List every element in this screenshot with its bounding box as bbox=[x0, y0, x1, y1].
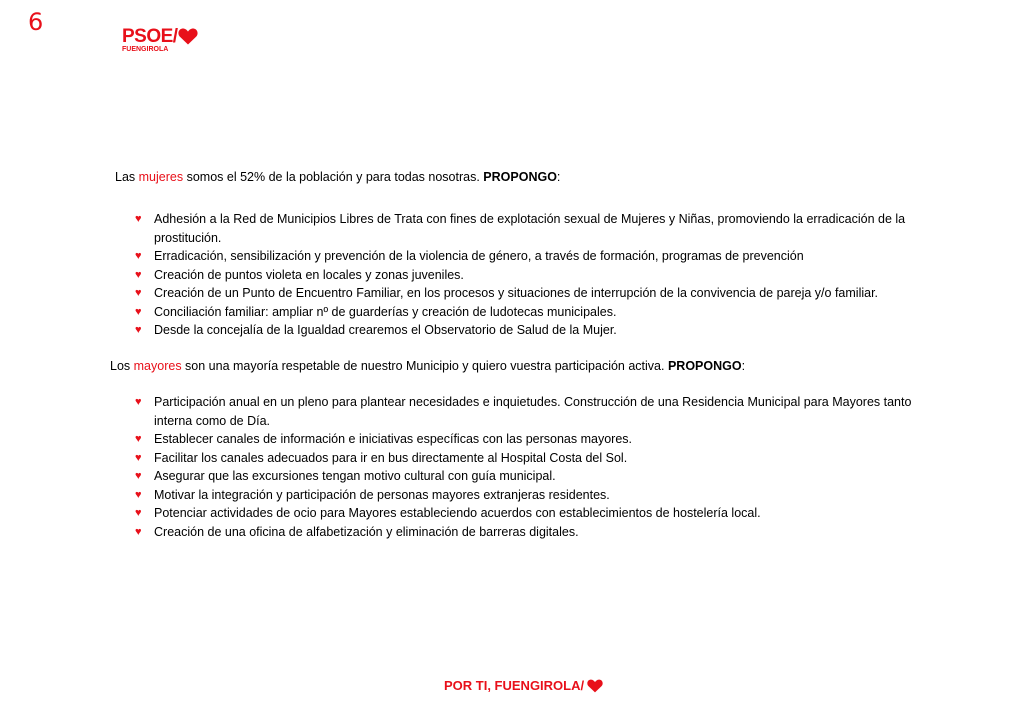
heart-bullet-icon: ♥ bbox=[135, 287, 142, 299]
intro-text: Las bbox=[115, 170, 139, 184]
heart-bullet-icon: ♥ bbox=[135, 433, 142, 445]
heart-bullet-icon: ♥ bbox=[135, 525, 142, 538]
list-item-text: Conciliación familiar: ampliar nº de guarderías y creación de ludotecas municipales. bbox=[154, 304, 617, 319]
list-item-text: Potenciar actividades de ocio para Mayores estableciendo acuerdos con establecimientos de hostelería local. bbox=[154, 506, 761, 520]
list-item-text: Asegurar que las excursiones tengan motivo cultural con guía municipal. bbox=[154, 469, 556, 483]
elderly-proposals-list bbox=[135, 393, 945, 541]
list-item bbox=[135, 247, 945, 266]
list-item-text: Establecer canales de información e iniciativas específicas con las personas mayores. bbox=[154, 432, 633, 446]
intro-highlight-mayores: mayores bbox=[133, 359, 182, 373]
psoe-logo bbox=[122, 27, 198, 54]
heart-bullet-icon: ♥ bbox=[135, 488, 142, 501]
page-number: 6 bbox=[28, 8, 44, 36]
list-item-text: Creación de una oficina de alfabetización y eliminación de barreras digitales. bbox=[154, 524, 579, 539]
list-item bbox=[135, 284, 945, 303]
logo-main-text: PSOE/ bbox=[122, 26, 178, 47]
heart-bullet-icon: ♥ bbox=[135, 324, 142, 336]
footer-text: POR TI, FUENGIROLA/ bbox=[444, 678, 585, 693]
heart-bullet-icon: ♥ bbox=[135, 451, 142, 464]
list-item bbox=[135, 523, 945, 542]
list-item-text: Motivar la integración y participación de personas mayores extranjeras residentes. bbox=[154, 487, 610, 502]
list-item bbox=[135, 393, 945, 430]
heart-icon bbox=[178, 28, 198, 45]
heart-bullet-icon: ♥ bbox=[135, 268, 142, 281]
women-proposals-list bbox=[135, 210, 945, 340]
heart-bullet-icon: ♥ bbox=[135, 213, 142, 225]
logo-sub-text: FUENGIROLA bbox=[122, 46, 169, 53]
list-item bbox=[135, 210, 945, 247]
propongo-label: PROPONGO bbox=[483, 170, 557, 184]
propongo-label: PROPONGO bbox=[667, 359, 742, 373]
list-item-text: Adhesión a la Red de Municipios Libres de Trata con fines de explotación sexual de Mujeres y Niñas, promoviendo la erradicación de la prostitución. bbox=[154, 212, 906, 245]
heart-bullet-icon: ♥ bbox=[135, 507, 142, 519]
list-item bbox=[135, 321, 945, 340]
intro-text: somos el 52% de la población y para todas nosotras. bbox=[183, 170, 484, 184]
list-item-text: Creación de puntos violeta en locales y zonas juveniles. bbox=[154, 267, 464, 282]
list-item bbox=[135, 430, 945, 449]
heart-bullet-icon: ♥ bbox=[135, 305, 142, 318]
list-item bbox=[135, 486, 945, 505]
list-item bbox=[135, 449, 945, 468]
heart-icon bbox=[587, 679, 603, 693]
intro-highlight-mujeres: mujeres bbox=[138, 170, 184, 184]
intro-text: Los bbox=[110, 359, 134, 373]
list-item-text: Facilitar los canales adecuados para ir en bus directamente al Hospital Costa del Sol. bbox=[154, 450, 628, 465]
list-item-text: Erradicación, sensibilización y prevención de la violencia de género, a través de formación, programas de prevención bbox=[154, 249, 804, 263]
elderly-intro bbox=[110, 359, 745, 374]
intro-text: : bbox=[556, 170, 561, 184]
heart-bullet-icon: ♥ bbox=[135, 396, 142, 408]
heart-bullet-icon: ♥ bbox=[135, 250, 142, 262]
list-item bbox=[135, 467, 945, 486]
list-item bbox=[135, 303, 945, 322]
list-item-text: Creación de un Punto de Encuentro Familiar, en los procesos y situaciones de interrupción de la convivencia de pareja y/o familiar. bbox=[154, 286, 879, 300]
women-intro bbox=[115, 170, 560, 185]
intro-text: : bbox=[741, 359, 746, 373]
list-item bbox=[135, 266, 945, 285]
heart-bullet-icon: ♥ bbox=[135, 470, 142, 482]
list-item-text: Desde la concejalía de la Igualdad crearemos el Observatorio de Salud de la Mujer. bbox=[154, 323, 617, 337]
footer-slogan bbox=[444, 678, 603, 693]
list-item-text: Participación anual en un pleno para plantear necesidades e inquietudes. Construcción de una Residencia Municipal para Mayores tanto interna como de Día. bbox=[154, 395, 912, 428]
intro-text: son una mayoría respetable de nuestro Municipio y quiero vuestra participación activa. bbox=[181, 359, 668, 373]
list-item bbox=[135, 504, 945, 523]
